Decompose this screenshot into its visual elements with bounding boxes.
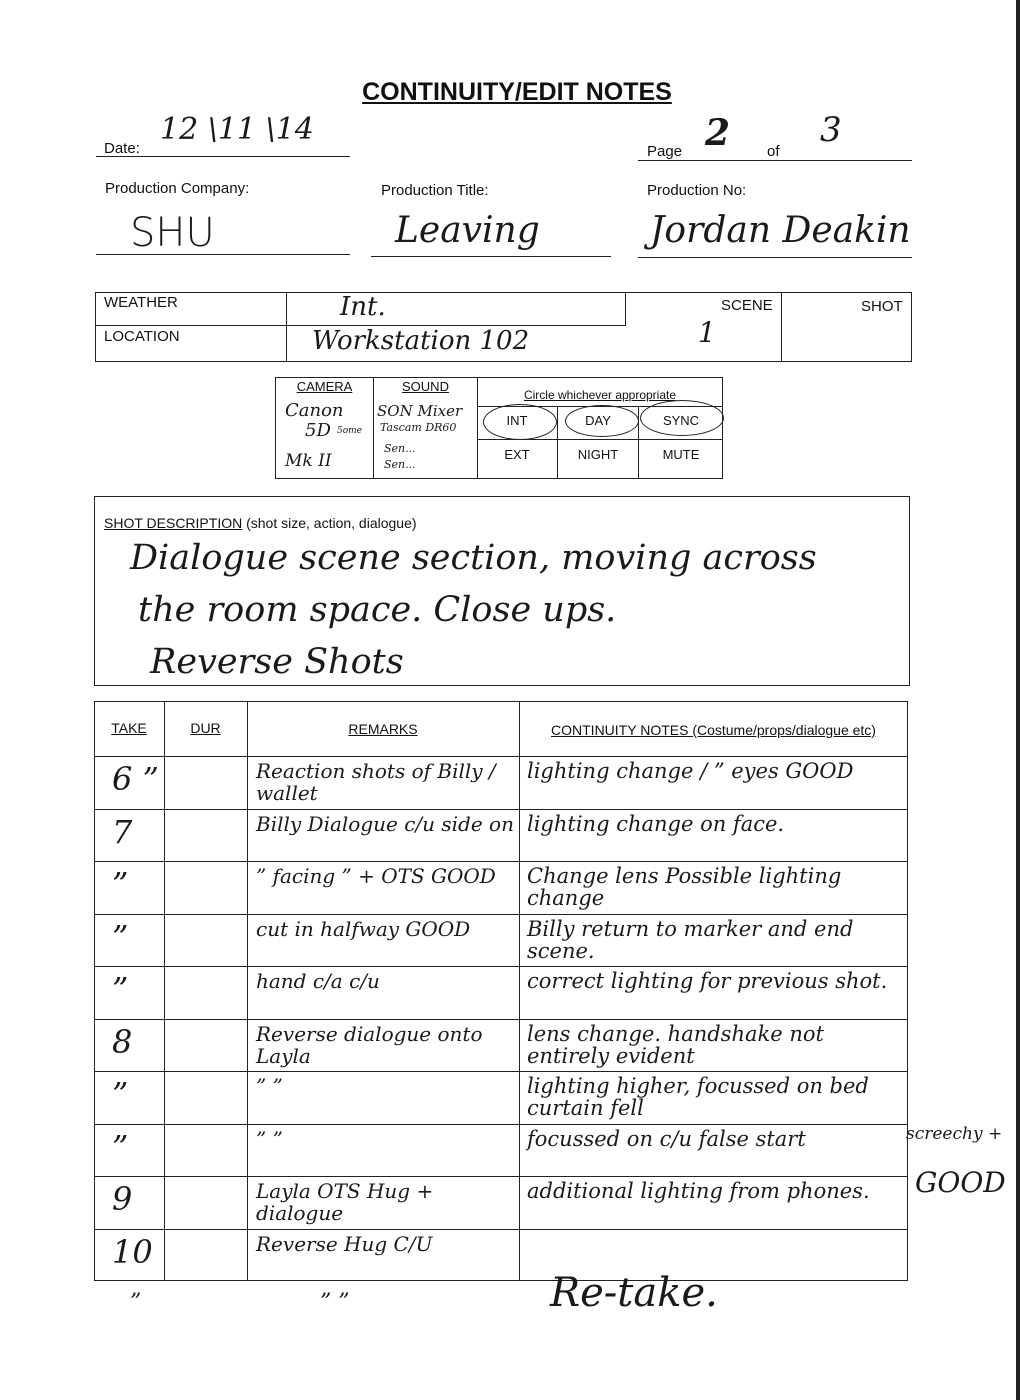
production-company-value: SHU (130, 210, 215, 256)
remarks-cell: cut in halfway GOOD (256, 916, 471, 941)
remarks-cell: ” facing ” + OTS GOOD (256, 864, 496, 888)
sound-label: SOUND (402, 379, 449, 394)
of-label: of (767, 143, 780, 160)
option-sync: SYNC (662, 413, 700, 428)
continuity-cell: Billy return to marker and end scene. (527, 916, 854, 963)
option-int: INT (506, 413, 528, 428)
take-cell: 6 ” (112, 760, 159, 798)
below-take-ditto: ” (130, 1290, 142, 1315)
camera-line-1: Canon (285, 400, 344, 421)
scene-label: SCENE (721, 297, 773, 314)
take-cell: 10 (112, 1232, 153, 1271)
table-row-divider (94, 1071, 908, 1072)
take-cell: ” (112, 1127, 129, 1166)
continuity-cell: lighting change / ” eyes GOOD (527, 759, 854, 783)
retake-note: Re-take. (550, 1270, 718, 1316)
continuity-cell: Change lens Possible lighting change (527, 864, 842, 910)
shot-label: SHOT (861, 298, 903, 315)
remarks-cell: Reaction shots of Billy / wallet (256, 759, 496, 805)
shot-description-label: SHOT DESCRIPTION (104, 515, 243, 531)
table-column-divider (164, 701, 165, 1281)
circle-instruction: Circle whichever appropriate (523, 388, 677, 402)
table-row-divider (94, 966, 908, 967)
remarks-cell: Reverse dialogue onto Layla (256, 1021, 483, 1068)
sound-line-1: SON Mixer (377, 402, 463, 420)
take-cell: ” (112, 1075, 129, 1113)
scene-value: 1 (698, 316, 716, 349)
continuity-cell: additional lighting from phones. (527, 1179, 870, 1203)
col-take-header: TAKE (111, 720, 147, 736)
camera-label: CAMERA (296, 379, 353, 394)
shot-description-line-1: Dialogue scene section, moving across (130, 538, 817, 578)
margin-note-screechy: screechy + (906, 1124, 1003, 1144)
continuity-cell: focussed on c/u false start (527, 1126, 806, 1151)
col-continuity-header: CONTINUITY NOTES (Costume/props/dialogue etc) (551, 722, 876, 738)
remarks-cell: Reverse Hug C/U (256, 1231, 433, 1256)
remarks-cell: Billy Dialogue c/u side on (256, 811, 514, 836)
date-value: 12 \11 \14 (160, 112, 314, 147)
continuity-cell: correct lighting for previous shot. (527, 969, 888, 993)
table-row-divider (94, 809, 908, 810)
take-cell: ” (112, 970, 129, 1008)
table-row-divider (94, 1229, 908, 1230)
location-value: Workstation 102 (312, 326, 530, 356)
take-cell: 7 (112, 812, 133, 851)
table-row-divider (94, 861, 908, 862)
table-row-divider (94, 756, 908, 757)
form-title: CONTINUITY/EDIT NOTES (362, 78, 672, 106)
scan-edge (1016, 0, 1020, 1400)
remarks-cell: ” ” (256, 1126, 283, 1151)
page-label: Page (647, 143, 683, 160)
page-number: 2 (705, 112, 731, 154)
page-total: 3 (820, 110, 842, 150)
col-remarks-header: REMARKS (348, 721, 418, 737)
table-column-divider (247, 701, 248, 1281)
location-label: LOCATION (104, 328, 180, 345)
margin-note-good: GOOD (915, 1166, 1006, 1199)
remarks-cell: hand c/a c/u (256, 969, 380, 993)
date-label: Date: (104, 140, 140, 157)
continuity-cell: lens change. handshake not entirely evident (527, 1021, 824, 1068)
remarks-cell: Layla OTS Hug + dialogue (256, 1179, 434, 1225)
below-remarks-ditto: ” ” (320, 1290, 350, 1315)
option-night: NIGHT (577, 447, 619, 462)
int-circle-mark (483, 404, 557, 440)
camera-small: 5ome (337, 426, 363, 436)
option-ext: EXT (504, 447, 530, 462)
take-cell: 9 (112, 1180, 133, 1218)
production-no-label: Production No: (647, 182, 747, 199)
option-day: DAY (585, 413, 611, 428)
option-mute: MUTE (662, 447, 700, 462)
sound-line-4: Sen... (384, 458, 416, 471)
shot-description-hint: (shot size, action, dialogue) (246, 515, 417, 531)
sync-circle-mark (640, 400, 724, 436)
day-circle-mark (565, 405, 639, 437)
remarks-cell: ” ” (256, 1074, 283, 1098)
col-dur-header: DUR (190, 720, 221, 736)
production-no-value: Jordan Deakin (650, 210, 911, 251)
take-cell: 8 (112, 1022, 133, 1061)
camera-line-2: 5D (305, 420, 331, 441)
table-row-divider (94, 1124, 908, 1125)
weather-value: Int. (340, 292, 386, 322)
table-row-divider (94, 914, 908, 915)
weather-label: WEATHER (104, 294, 178, 311)
take-cell: ” (112, 917, 129, 956)
table-row-divider (94, 1176, 908, 1177)
camera-line-3: Mk II (285, 451, 332, 471)
sound-line-3: Sen... (384, 442, 416, 455)
continuity-cell: lighting change on face. (527, 811, 785, 836)
table-row-divider (94, 1019, 908, 1020)
production-title-label: Production Title: (381, 182, 489, 199)
production-title-value: Leaving (395, 210, 540, 251)
shot-description-line-2: the room space. Close ups. (138, 590, 617, 630)
table-column-divider (519, 701, 520, 1281)
sound-line-2: Tascam DR60 (380, 421, 457, 434)
shot-description-line-3: Reverse Shots (150, 642, 404, 682)
production-company-label: Production Company: (105, 180, 250, 197)
continuity-cell: lighting higher, focussed on bed curtain fell (527, 1074, 869, 1120)
take-cell: ” (112, 865, 129, 903)
